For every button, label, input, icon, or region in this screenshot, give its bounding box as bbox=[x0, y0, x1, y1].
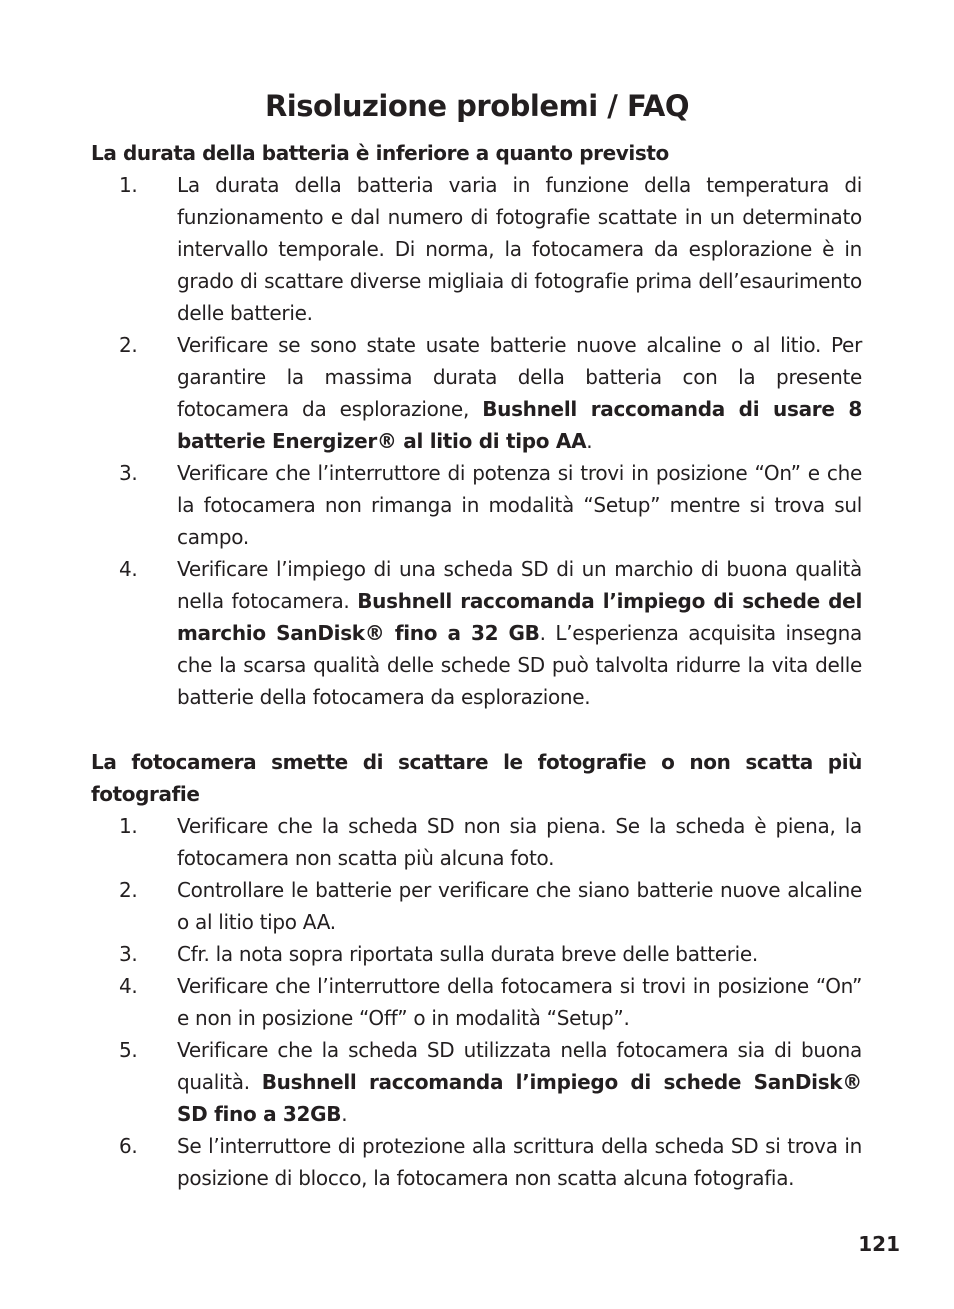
list-item-number: 3. bbox=[119, 461, 138, 485]
list-item bbox=[0, 810, 954, 874]
faq-list-battery bbox=[0, 169, 954, 713]
list-item bbox=[0, 329, 954, 457]
list-item bbox=[0, 874, 954, 938]
body-text: Se l’interruttore di protezione alla scrittura della scheda SD si trova in posizione di blocco, la fotocamera non scatta alcuna fotografia. bbox=[177, 1134, 862, 1190]
body-text: . bbox=[341, 1102, 348, 1126]
body-text: . bbox=[586, 429, 593, 453]
body-text: Controllare le batterie per verificare che siano batterie nuove alcaline o al litio tipo AA. bbox=[177, 878, 862, 934]
list-item bbox=[0, 457, 954, 553]
list-item bbox=[0, 1034, 954, 1130]
list-item-text bbox=[177, 810, 862, 874]
body-text: Verificare l’impiego di una scheda SD di un marchio di buona qualità nella fotocamera. bbox=[177, 557, 862, 613]
emphasis-text: Bushnell raccomanda di usare 8 batterie Energizer® al litio di tipo AA bbox=[177, 397, 863, 453]
list-item-number: 3. bbox=[119, 942, 138, 966]
emphasis-text: Bushnell raccomanda l’impiego di schede SanDisk® SD fino a 32GB bbox=[177, 1070, 863, 1126]
faq-list-camera-stops bbox=[0, 810, 954, 1194]
list-item-text bbox=[177, 457, 862, 553]
body-text: La durata della batteria varia in funzione della temperatura di funzionamento e dal numero di fotografie scattate in un determinato intervallo temporale. Di norma, la fotocamera da esplorazione è in grado di scattare diverse migliaia di fotografie prima dell’esaurimento delle batterie. bbox=[177, 173, 862, 325]
list-item-text bbox=[177, 553, 862, 713]
list-item-text bbox=[177, 938, 862, 970]
list-item-number: 1. bbox=[119, 814, 138, 838]
page-title: Risoluzione problemi / FAQ bbox=[264, 89, 690, 123]
body-text: Cfr. la nota sopra riportata sulla durata breve delle batterie. bbox=[177, 942, 758, 966]
list-item-text bbox=[177, 874, 862, 938]
page-number: 121 bbox=[858, 1232, 900, 1256]
list-item bbox=[0, 169, 954, 329]
list-item-number: 2. bbox=[119, 333, 138, 357]
body-text: . L’esperienza acquisita insegna che la scarsa qualità delle schede SD può talvolta ridurre la vita delle batterie della fotocamera da esplorazione. bbox=[177, 621, 863, 709]
list-item-text bbox=[177, 329, 862, 457]
list-item bbox=[0, 970, 954, 1034]
list-item bbox=[0, 938, 954, 970]
list-item-text bbox=[177, 169, 862, 329]
list-item-text bbox=[177, 1034, 862, 1130]
list-item bbox=[0, 1130, 954, 1194]
section-heading-battery: La durata della batteria è inferiore a quanto previsto bbox=[91, 141, 669, 165]
list-item-text bbox=[177, 1130, 862, 1194]
list-item bbox=[0, 553, 954, 713]
list-item-number: 2. bbox=[119, 878, 138, 902]
list-item-text bbox=[177, 970, 862, 1034]
body-text: Verificare se sono state usate batterie nuove alcaline o al litio. Per garantire la massima durata della batteria con la presente fotocamera da esplorazione, bbox=[177, 333, 862, 421]
section-heading-camera-stops: La fotocamera smette di scattare le fotografie o non scatta più fotografie bbox=[91, 750, 862, 806]
list-item-number: 4. bbox=[119, 974, 138, 998]
list-item-number: 4. bbox=[119, 557, 138, 581]
list-item-number: 1. bbox=[119, 173, 138, 197]
body-text: Verificare che l’interruttore di potenza si trovi in posizione “On” e che la fotocamera non rimanga in modalità “Setup” mentre si trova sul campo. bbox=[177, 461, 862, 549]
body-text: Verificare che la scheda SD utilizzata nella fotocamera sia di buona qualità. bbox=[177, 1038, 862, 1094]
body-text: Verificare che la scheda SD non sia piena. Se la scheda è piena, la fotocamera non scatta più alcuna foto. bbox=[177, 814, 862, 870]
list-item-number: 6. bbox=[119, 1134, 138, 1158]
emphasis-text: Bushnell raccomanda l’impiego di schede del marchio SanDisk® fino a 32 GB bbox=[177, 589, 862, 645]
body-text: Verificare che l’interruttore della fotocamera si trovi in posizione “On” e non in posizione “Off” o in modalità “Setup”. bbox=[177, 974, 862, 1030]
list-item-number: 5. bbox=[119, 1038, 138, 1062]
